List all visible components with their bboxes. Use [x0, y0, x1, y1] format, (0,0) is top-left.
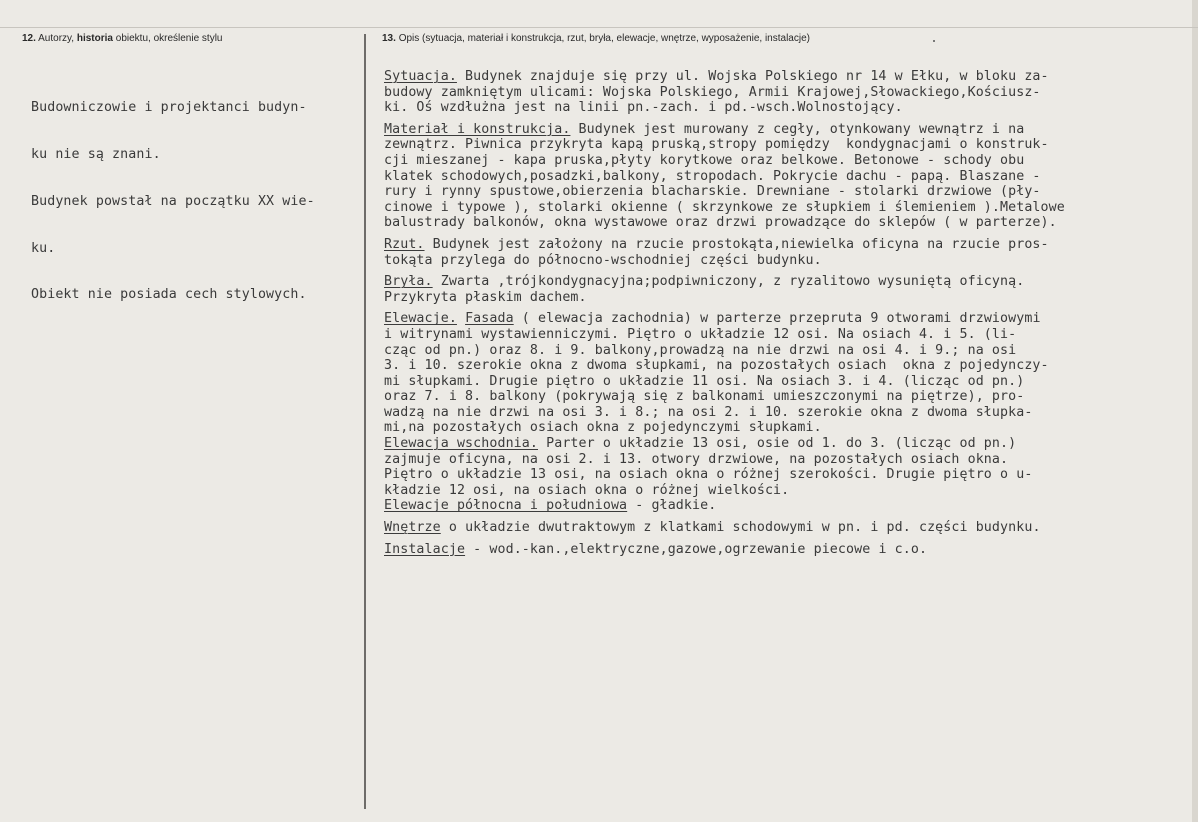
text-line	[384, 520, 1196, 536]
section-12-title-bold: historia	[76, 33, 113, 44]
text-line: cinowe i typowe ), stolarki okienne ( skrzynkowe ze słupkiem i ślemieniem ).Metalowe	[384, 199, 1065, 215]
line-text: Zwarta ,trójkondygnacyjna;podpiwniczony, z ryzalitowo wysuniętą oficyną.	[432, 274, 1025, 290]
ink-dot	[933, 40, 935, 42]
column-divider-line	[364, 34, 366, 809]
section-13-title: Opis (sytuacja, materiał i konstrukcja, rzut, bryła, elewacje, wnętrze, wyposażenie, instalacje)	[398, 33, 810, 44]
text-line: mi,na pozostałych osiach okna z pojedynczymi słupkami.	[384, 420, 822, 436]
heading-rzut: Rzut.	[384, 236, 425, 252]
text-line	[384, 122, 1196, 138]
line-text: - gładkie.	[627, 498, 717, 514]
paragraph-sytuacja	[384, 69, 1196, 116]
line-text: - wod.-kan.,elektryczne,gazowe,ogrzewanie piecowe i c.o.	[465, 541, 928, 557]
paragraph-elewacje-polnocna	[384, 498, 1196, 514]
heading-elewacje: Elewacje.	[384, 311, 457, 327]
heading-fasada: Fasada	[465, 311, 514, 327]
paragraph-wnetrze	[384, 520, 1196, 536]
text-line: tokąta przylega do północno-wschodniej części budynku.	[384, 252, 822, 268]
text-line: zewnątrz. Piwnica przykryta kapą pruską,stropy pomiędzy kondygnacjami o konstruk-	[384, 137, 1049, 153]
text-line	[384, 274, 1196, 290]
section-12-header	[22, 33, 223, 44]
text-line: Piętro o układzie 13 osi, na osiach okna o różnej szerokości. Drugie piętro o u-	[384, 467, 1033, 483]
heading-sytuacja: Sytuacja.	[384, 69, 457, 84]
text-line	[384, 436, 1196, 452]
text-line: kładzie 12 osi, na osiach okna o różnej wielkości.	[384, 482, 790, 498]
text-line: mi słupkami. Drugie piętro o układzie 11 osi. Na osiach 3. i 4. (licząc od pn.)	[384, 373, 1025, 389]
heading-material: Materiał i konstrukcja.	[384, 121, 571, 137]
line-text: ( elewacja zachodnia) w parterze przepruta 9 otworami drzwiowymi	[513, 311, 1041, 327]
text-line	[384, 237, 1196, 253]
section-12-title-end: obiektu, określenie stylu	[112, 33, 223, 44]
left-line: Budynek powstał na początku XX wie-	[31, 193, 315, 209]
line-text: Parter o układzie 13 osi, osie od 1. do 3. (licząc od pn.)	[538, 436, 1017, 452]
text-line: cząc od pn.) oraz 8. i 9. balkony,prowadzą na nie drzwi na osi 4. i 9.; na osi	[384, 342, 1017, 358]
section-12-number: 12.	[22, 33, 36, 44]
paragraph-material	[384, 122, 1196, 231]
section-13-number: 13.	[382, 33, 396, 44]
left-line: Obiekt nie posiada cech stylowych.	[31, 287, 307, 303]
line-text: Budynek znajduje się przy ul. Wojska Polskiego nr 14 w Ełku, w bloku za-	[456, 69, 1049, 84]
heading-elewacja-wschodnia: Elewacja wschodnia.	[384, 436, 539, 452]
text-line: balustrady balkonów, okna wystawowe oraz drzwi prowadzące do sklepów ( w parterze).	[384, 215, 1057, 231]
line-text: o układzie dwutraktowym z klatkami schodowymi w pn. i pd. części budynku.	[440, 520, 1041, 536]
text-line: klatek schodowych,posadzki,balkony, stropodach. Pokrycie dachu - papą. Blaszane -	[384, 168, 1041, 184]
section-13-header	[382, 33, 810, 44]
heading-bryla: Bryła.	[384, 274, 433, 290]
text-line: Przykryta płaskim dachem.	[384, 289, 587, 305]
paragraph-instalacje	[384, 542, 1196, 558]
paragraph-bryla	[384, 274, 1196, 305]
authors-history-text	[31, 69, 361, 319]
text-line: oraz 7. i 8. balkony (pokrywają się z balkonami umieszczonymi na piętrze), pro-	[384, 389, 1025, 405]
text-line	[384, 542, 1196, 558]
text-line: ki. Oś wzdłużna jest na linii pn.-zach. i pd.-wsch.Wolnostojący.	[384, 100, 903, 116]
text-line: budowy zamkniętym ulicami: Wojska Polskiego, Armii Krajowej,Słowackiego,Kościusz-	[384, 84, 1041, 100]
heading-instalacje: Instalacje	[384, 541, 466, 557]
text-line: 3. i 10. szerokie okna z dwoma słupkami, na pozostałych osiach okna z pojedynczy-	[384, 358, 1049, 374]
left-line: Budowniczowie i projektanci budyn-	[31, 100, 307, 116]
section-12-title-start: Autorzy,	[35, 33, 77, 44]
paragraph-elewacja-wschodnia	[384, 436, 1196, 498]
text-line: zajmuje oficyna, na osi 2. i 13. otwory drzwiowe, na pozostałych osiach okna.	[384, 451, 1009, 467]
left-line: ku.	[31, 240, 56, 256]
text-line: cji mieszanej - kapa pruska,płyty korytkowe oraz belkowe. Betonowe - schody obu	[384, 152, 1025, 168]
heading-elewacje-polnocna: Elewacje północna i południowa	[384, 498, 628, 514]
text-line	[384, 311, 1196, 327]
description-text	[384, 69, 1196, 563]
top-divider-line	[0, 27, 1198, 28]
line-text: Budynek jest założony na rzucie prostokąta,niewielka oficyna na rzucie pros-	[424, 236, 1049, 252]
paragraph-rzut	[384, 237, 1196, 268]
line-text: Budynek jest murowany z cegły, otynkowany wewnątrz i na	[570, 121, 1025, 137]
text-line: i witrynami wystawienniczymi. Piętro o układzie 12 osi. Na osiach 4. i 5. (li-	[384, 326, 1017, 342]
heading-wnetrze: Wnętrze	[384, 520, 441, 536]
text-line	[384, 498, 1196, 514]
text-line: wadzą na nie drzwi na osi 3. i 8.; na osi 2. i 10. szerokie okna z dwoma słupka-	[384, 404, 1033, 420]
paragraph-elewacje	[384, 311, 1196, 436]
text-line	[384, 69, 1196, 85]
left-line: ku nie są znani.	[31, 146, 161, 162]
text-line: rury i rynny spustowe,obierzenia blacharskie. Drewniane - stolarki drzwiowe (pły-	[384, 184, 1041, 200]
